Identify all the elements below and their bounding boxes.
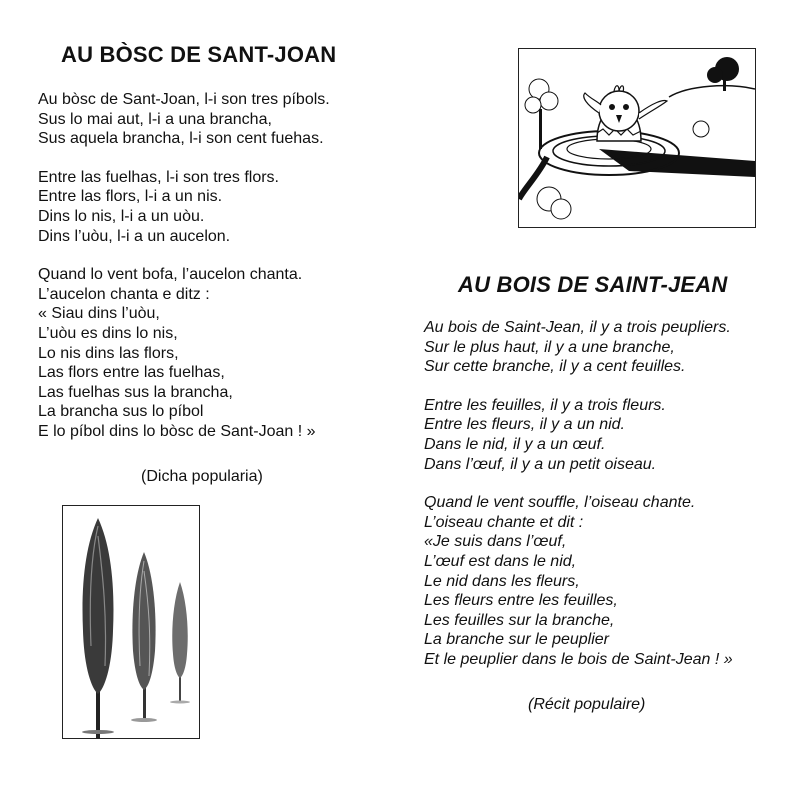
poem-line: Et le peuplier dans le bois de Saint-Jean ! »: [424, 650, 733, 668]
poem-line: La brancha sus lo píbol: [38, 403, 204, 421]
poem-line: Les feuilles sur la branche,: [424, 611, 615, 629]
poem-line: «Je suis dans l’œuf,: [424, 533, 567, 551]
occitan-source: (Dicha popularia): [141, 468, 263, 485]
poem-line: Au bòsc de Sant-Joan, l-i son tres píbols.: [38, 91, 330, 108]
poem-line: Sur cette branche, il y a cent feuilles.: [424, 358, 686, 376]
occitan-title: AU BÒSC DE SANT-JOAN: [61, 42, 337, 67]
poem-line: Entre las flors, l-i a un nis.: [38, 188, 223, 206]
french-poem: [424, 318, 733, 670]
poem-line: « Siau dins l’uòu,: [38, 305, 160, 323]
poem-line: Les fleurs entre les feuilles,: [424, 592, 618, 610]
poem-line: Dans le nid, il y a un œuf.: [424, 435, 606, 453]
poem-line: Entre las fuelhas, l-i son tres flors.: [38, 168, 279, 186]
poem-line: L’uòu es dins lo nis,: [38, 324, 178, 342]
french-title: AU BOIS DE SAINT-JEAN: [458, 272, 728, 297]
poem-line: E lo píbol dins lo bòsc de Sant-Joan ! »: [38, 422, 316, 440]
poem-line: L’œuf est dans le nid,: [424, 552, 577, 570]
poem-line: La branche sur le peuplier: [424, 631, 610, 649]
poem-line: Sus lo mai aut, l-i a una brancha,: [38, 110, 272, 128]
poem-line: Dans l’œuf, il y a un petit oiseau.: [424, 455, 657, 473]
poem-line: Las fuelhas sus la brancha,: [38, 383, 233, 401]
poem-line: L’oiseau chante et dit :: [424, 513, 584, 531]
poem-line: L’aucelon chanta e ditz :: [38, 285, 210, 303]
french-stanza-2: [424, 396, 733, 474]
poem-line: Quand le vent souffle, l’oiseau chante.: [424, 494, 696, 512]
poplar-trees-illustration: [62, 505, 200, 739]
poem-line: Dins l’uòu, l-i a un aucelon.: [38, 227, 231, 245]
bird-in-nest-illustration: [518, 48, 756, 228]
poem-line: Au bois de Saint-Jean, il y a trois peupliers.: [424, 319, 731, 336]
poem-line: Sus aquela brancha, l-i son cent fuehas.: [38, 130, 324, 148]
french-stanza-1: [424, 318, 733, 377]
occitan-stanza-2: [38, 168, 330, 246]
poem-line: Las flors entre las fuelhas,: [38, 364, 225, 382]
poem-line: Lo nis dins las flors,: [38, 344, 179, 362]
poem-line: Entre les fleurs, il y a un nid.: [424, 416, 625, 434]
occitan-stanza-1: [38, 90, 330, 149]
french-stanza-3: [424, 493, 733, 669]
occitan-poem: [38, 90, 330, 442]
poem-line: Quand lo vent bofa, l’aucelon chanta.: [38, 266, 303, 284]
poem-line: Dins lo nis, l-i a un uòu.: [38, 207, 205, 225]
poem-line: Entre les feuilles, il y a trois fleurs.: [424, 396, 666, 414]
poem-line: Sur le plus haut, il y a une branche,: [424, 338, 675, 356]
occitan-stanza-3: [38, 265, 330, 441]
poem-line: Le nid dans les fleurs,: [424, 572, 580, 590]
french-source: (Récit populaire): [528, 696, 646, 713]
